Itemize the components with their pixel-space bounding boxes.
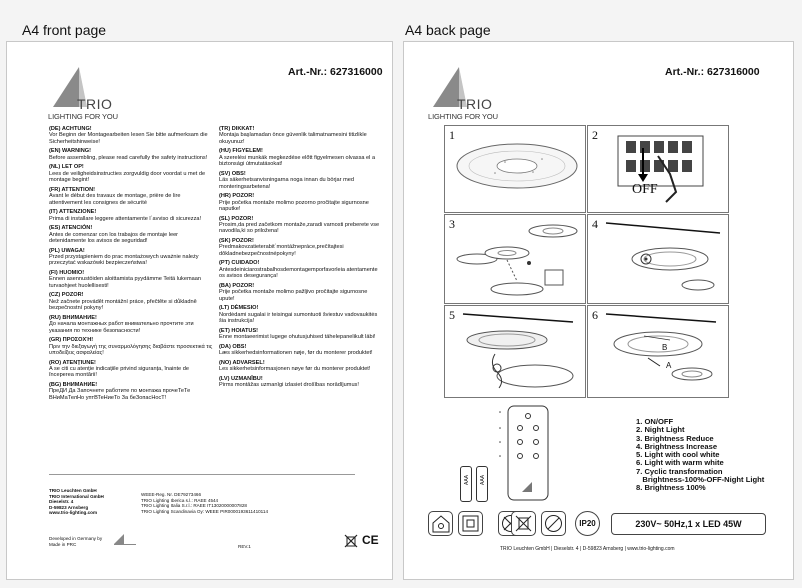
warning-heading: (ES) ATENCIÓN! — [49, 225, 93, 232]
warning-entry — [49, 126, 214, 145]
warning-text: Enne montaeerimist lugege ohutusjuhised tähelepanelikult läbi! — [219, 334, 376, 341]
warnings-left-column — [49, 126, 214, 404]
waste-bin-crossed-icon — [512, 512, 535, 535]
warning-text: Predmakovzatieterabit´montážnepráce,prečítajtesi dôkladnebezpečnostnépokyny! — [219, 244, 344, 257]
warning-heading: (HU) FIGYELEM! — [219, 148, 263, 155]
logo-tagline: LIGHTING FOR YOU — [48, 112, 118, 121]
warning-text: Antes de comenzar con los trabajos de montaje leer detenidamente los avisos de seguridad! — [49, 231, 179, 245]
house-bulb-icon — [429, 512, 452, 535]
article-number-front: Art.-Nr.: 627316000 — [288, 66, 383, 78]
step-number: 6 — [592, 308, 598, 322]
warning-text: A se citi cu atenție indicațiile privind siguranța, înainte de începerea montării! — [49, 366, 189, 379]
legend-item: 4. Brightness Increase — [636, 441, 718, 451]
warning-heading: (BA) POZOR! — [219, 282, 255, 289]
warning-heading: (SK) POZOR! — [219, 238, 254, 245]
warning-heading: (PL) UWAGA! — [49, 247, 85, 254]
logo-brand: TRIO — [457, 96, 493, 112]
class-ii-symbol — [458, 511, 483, 536]
ceiling-mount-icon — [588, 215, 728, 303]
warning-heading: (SL) POZOR! — [219, 215, 254, 222]
front-page-label: A4 front page — [22, 22, 107, 38]
legend-item: 5. Light with cool white — [636, 450, 720, 460]
warning-entry — [219, 328, 384, 341]
legend-item: 8. Brightness 100% — [636, 483, 706, 493]
warning-entry — [49, 148, 214, 161]
trio-logo-back — [428, 65, 518, 125]
warning-heading: (DA) OBS! — [219, 343, 247, 350]
warning-text: Läs säkerhetsanvisningarna noga innan du börjar med monteringsarbetena! — [219, 177, 354, 190]
warning-entry — [49, 270, 214, 289]
developed-line: Developed in Germany by — [49, 536, 103, 541]
revision-label: REV.1 — [238, 544, 251, 549]
warning-heading: (SV) OBS! — [219, 170, 246, 177]
warning-text: Než začnete provádět montážní práce, přečtěte si důkladně bezpečnostní pokyny! — [49, 298, 197, 312]
no-bin-symbol — [511, 511, 536, 536]
warning-text: До начала монтажных работ внимательно прочтите эти указания по технике безопасности! — [49, 321, 194, 334]
step-panel-2 — [587, 125, 729, 213]
step-panel-1 — [444, 125, 586, 213]
warning-heading: (CZ) POZOR! — [49, 292, 84, 299]
warning-text: Avant le début des travaux de montage, prière de lire attentivement les consignes de sécurité — [49, 193, 181, 206]
step-number: 5 — [449, 308, 455, 322]
fuse-box-switch-icon — [588, 126, 728, 212]
power-spec-box: 230V~ 50Hz,1 x LED 45W — [611, 513, 766, 535]
battery-1 — [460, 466, 472, 502]
warning-entry — [219, 360, 384, 373]
company-line: www.trio-lighting.com — [49, 510, 98, 516]
warning-text: Prima di installare leggere attentamente l´avviso di sicurezza! — [49, 215, 202, 222]
warning-text: Pirms montāžas uzmanīgi izlasiet drošības norādījumus! — [219, 382, 359, 389]
weee-line: TRIO Lighting Italia S.r.l.: RAEE IT13020000007828 — [141, 503, 247, 509]
warning-heading: (PT) CUIDADO! — [219, 260, 260, 267]
warning-text: Nordėdami sugalai ir teisingai sumontuoti šviestuv vadovaukitės šia instrukcija! — [219, 311, 378, 325]
warning-entry — [219, 238, 384, 257]
battery-label: AAA — [480, 474, 487, 486]
step-number: 3 — [449, 217, 455, 231]
warning-heading: (FI) HUOMIO! — [49, 270, 85, 277]
warning-text: Ennen asennustöiden aloittamista pyydämme Teitä lukemaan turvaohjeet huolellisesti! — [49, 276, 201, 289]
lamp-top-view-icon — [445, 126, 585, 212]
cover-attach-icon — [588, 306, 728, 396]
no-cover-symbol — [541, 511, 566, 536]
warnings-right-column — [219, 126, 384, 392]
warning-text: Przed przystąpieniem do prac montażowych uważnie należy przeczytać wskazówki bezpieczeństwa! — [49, 254, 199, 267]
developed-line: Made in PRC — [49, 541, 77, 547]
legend-item: 3. Brightness Reduce — [636, 433, 714, 443]
step-number: 4 — [592, 217, 598, 231]
warning-text: Antesdeiniciarostrabalhosdemontagemporfavorleia atentamente os avisos desegurança! — [219, 266, 378, 280]
warning-text: Prije početka montaže molimo pozorno pročitajte sigurnosne naputke! — [219, 199, 369, 213]
warning-entry — [49, 360, 214, 379]
company-line: D-59823 Arnsberg — [49, 504, 89, 510]
step-number: 2 — [592, 128, 598, 142]
warning-entry — [219, 171, 384, 190]
warning-text: ПреДИ Да Започнете работите по монтажа прочеТеТе ВНиМаТелНо уптВТеНиеТо За беЗопасНосТ! — [49, 388, 191, 401]
warning-text: A szerelési munkák megkezdése előtt figyelmesen olvassa el a biztonsági útmutatásokat! — [219, 154, 376, 168]
warning-entry — [49, 209, 214, 222]
warning-heading: (LT) DĖMESIO! — [219, 305, 259, 312]
warning-entry — [49, 382, 214, 401]
warning-entry — [49, 225, 214, 244]
legend-item: 6. Light with warm white — [636, 458, 724, 468]
battery-label: AAA — [464, 474, 471, 486]
warning-entry — [219, 305, 384, 324]
warning-entry — [49, 187, 214, 206]
warning-text: Prosim,da pred začetkom montaže,zaradi varnosti preberete vse navodila,ki so priložena! — [219, 222, 380, 235]
step-number: 1 — [449, 128, 455, 142]
exploded-mounting-icon — [445, 215, 585, 303]
warning-text: Before assembling, please read carefully the safety instructions! — [49, 154, 208, 161]
warning-text: Lees de veiligheidsinstructies zorgvuldig door voordat u met de montage begint! — [49, 170, 206, 184]
double-square-icon — [459, 512, 482, 535]
company-line: TRIO Leuchten GmbH — [49, 488, 97, 493]
front-company-block — [49, 488, 104, 516]
warning-text: Vor Beginn der Montagearbeiten lesen Sie bitte aufmerksam die Sicherheitshinweise! — [49, 132, 208, 145]
warning-entry — [219, 376, 384, 389]
warning-heading: (EN) WARNING! — [49, 148, 91, 155]
warning-entry — [219, 260, 384, 279]
wheelie-bin-icon — [344, 534, 358, 548]
crossed-circle-icon — [542, 512, 565, 535]
warning-heading: (RO) ATENȚIUNE! — [49, 359, 96, 366]
warning-heading: (IT) ATTENZIONE! — [49, 209, 97, 216]
off-label: OFF — [632, 182, 658, 197]
back-page-label: A4 back page — [405, 22, 491, 38]
warning-entry — [219, 148, 384, 167]
label-a: A — [666, 361, 672, 370]
warning-entry — [219, 344, 384, 357]
legend-item: 2. Night Light — [636, 425, 685, 435]
ip-rating-symbol: IP20 — [575, 511, 600, 536]
warning-entry — [49, 164, 214, 183]
weee-line: TRIO Lighting Scandinavia Oy: WEEE PIR0000193611410114 — [141, 508, 269, 514]
warning-entry — [219, 283, 384, 302]
front-divider — [49, 474, 355, 475]
battery-2 — [476, 466, 488, 502]
warning-entry — [219, 193, 384, 212]
logo-brand: TRIO — [77, 96, 113, 112]
legend-item: 1. ON/OFF — [636, 417, 674, 426]
warning-text: Montaja başlamadan önce güvenlik talimatnamesini titizlikle okuyunuz! — [219, 132, 367, 145]
remote-legend — [636, 418, 764, 493]
warning-heading: (NO) ADVARSEL! — [219, 359, 265, 366]
warning-heading: (BG) ВНИМАНИЕ! — [49, 382, 98, 389]
warning-heading: (TR) DIKKAT! — [219, 126, 255, 132]
step-panel-5 — [444, 305, 586, 398]
warning-entry — [49, 337, 214, 356]
logo-tagline: LIGHTING FOR YOU — [428, 112, 498, 121]
step-panel-4 — [587, 214, 729, 304]
warning-heading: (ET) HOIATUS! — [219, 327, 259, 334]
warning-entry — [49, 248, 214, 267]
warning-heading: (GR) ΠΡΟΣΟΧΉ! — [49, 337, 94, 344]
warning-text: Læs sikkerhedsinformationen nøje, før du monterer produktet! — [219, 350, 373, 357]
warning-entry — [49, 292, 214, 311]
step-panel-3 — [444, 214, 586, 304]
small-trio-mark-icon — [114, 534, 136, 546]
warning-heading: (HR) POZOR! — [219, 193, 255, 200]
warning-entry — [219, 216, 384, 235]
warning-heading: (RU) ВНИМАНИЕ! — [49, 314, 97, 321]
ce-mark: CE — [362, 533, 379, 547]
warning-entry — [219, 126, 384, 145]
warning-text: Les sikkerhetsinformasjonen nøye før du monterer produktet! — [219, 366, 371, 373]
wiring-connection-icon — [445, 306, 585, 396]
remote-control-icon — [496, 404, 556, 504]
indoor-use-symbol — [428, 511, 453, 536]
warning-heading: (NL) LET OP! — [49, 164, 84, 171]
step-panel-6 — [587, 305, 729, 398]
article-number-back: Art.-Nr.: 627316000 — [665, 66, 760, 78]
front-developed-block — [49, 536, 102, 547]
front-weee-block — [141, 492, 268, 514]
weee-line: TRIO Lighting Iberica s.l.: RAEE 4544 — [141, 497, 219, 503]
legend-item: Brightness-100%-OFF-Night Light — [636, 475, 765, 485]
warning-heading: (FR) ATTENTION! — [49, 186, 95, 193]
back-footer: TRIO Leuchten GmbH | Dieselstr. 4 | D-59823 Arnsberg | www.trio-lighting.com — [500, 546, 675, 552]
warning-text: Prije početka montaže molimo pažljivo pročitajte sigurnosne upute! — [219, 289, 368, 302]
trio-logo-front — [48, 65, 138, 125]
warning-entry — [49, 315, 214, 334]
company-line: TRIO International GmbH — [49, 493, 104, 499]
legend-item: 7. Cyclic transformation — [636, 466, 723, 476]
weee-line: WEEE-Reg. Nr. DE79273466 — [141, 492, 202, 497]
company-line: Dieselstr. 4 — [49, 499, 74, 505]
label-b: B — [662, 343, 668, 352]
warning-heading: (LV) UZMANĪBU! — [219, 375, 263, 382]
warning-text: Πριν την διεξαγωγή της συναρμολόγησης διαβάστε προσεκτικά τις υποδείξεις ασφαλείας! — [49, 343, 213, 357]
warning-heading: (DE) ACHTUNG! — [49, 126, 92, 132]
